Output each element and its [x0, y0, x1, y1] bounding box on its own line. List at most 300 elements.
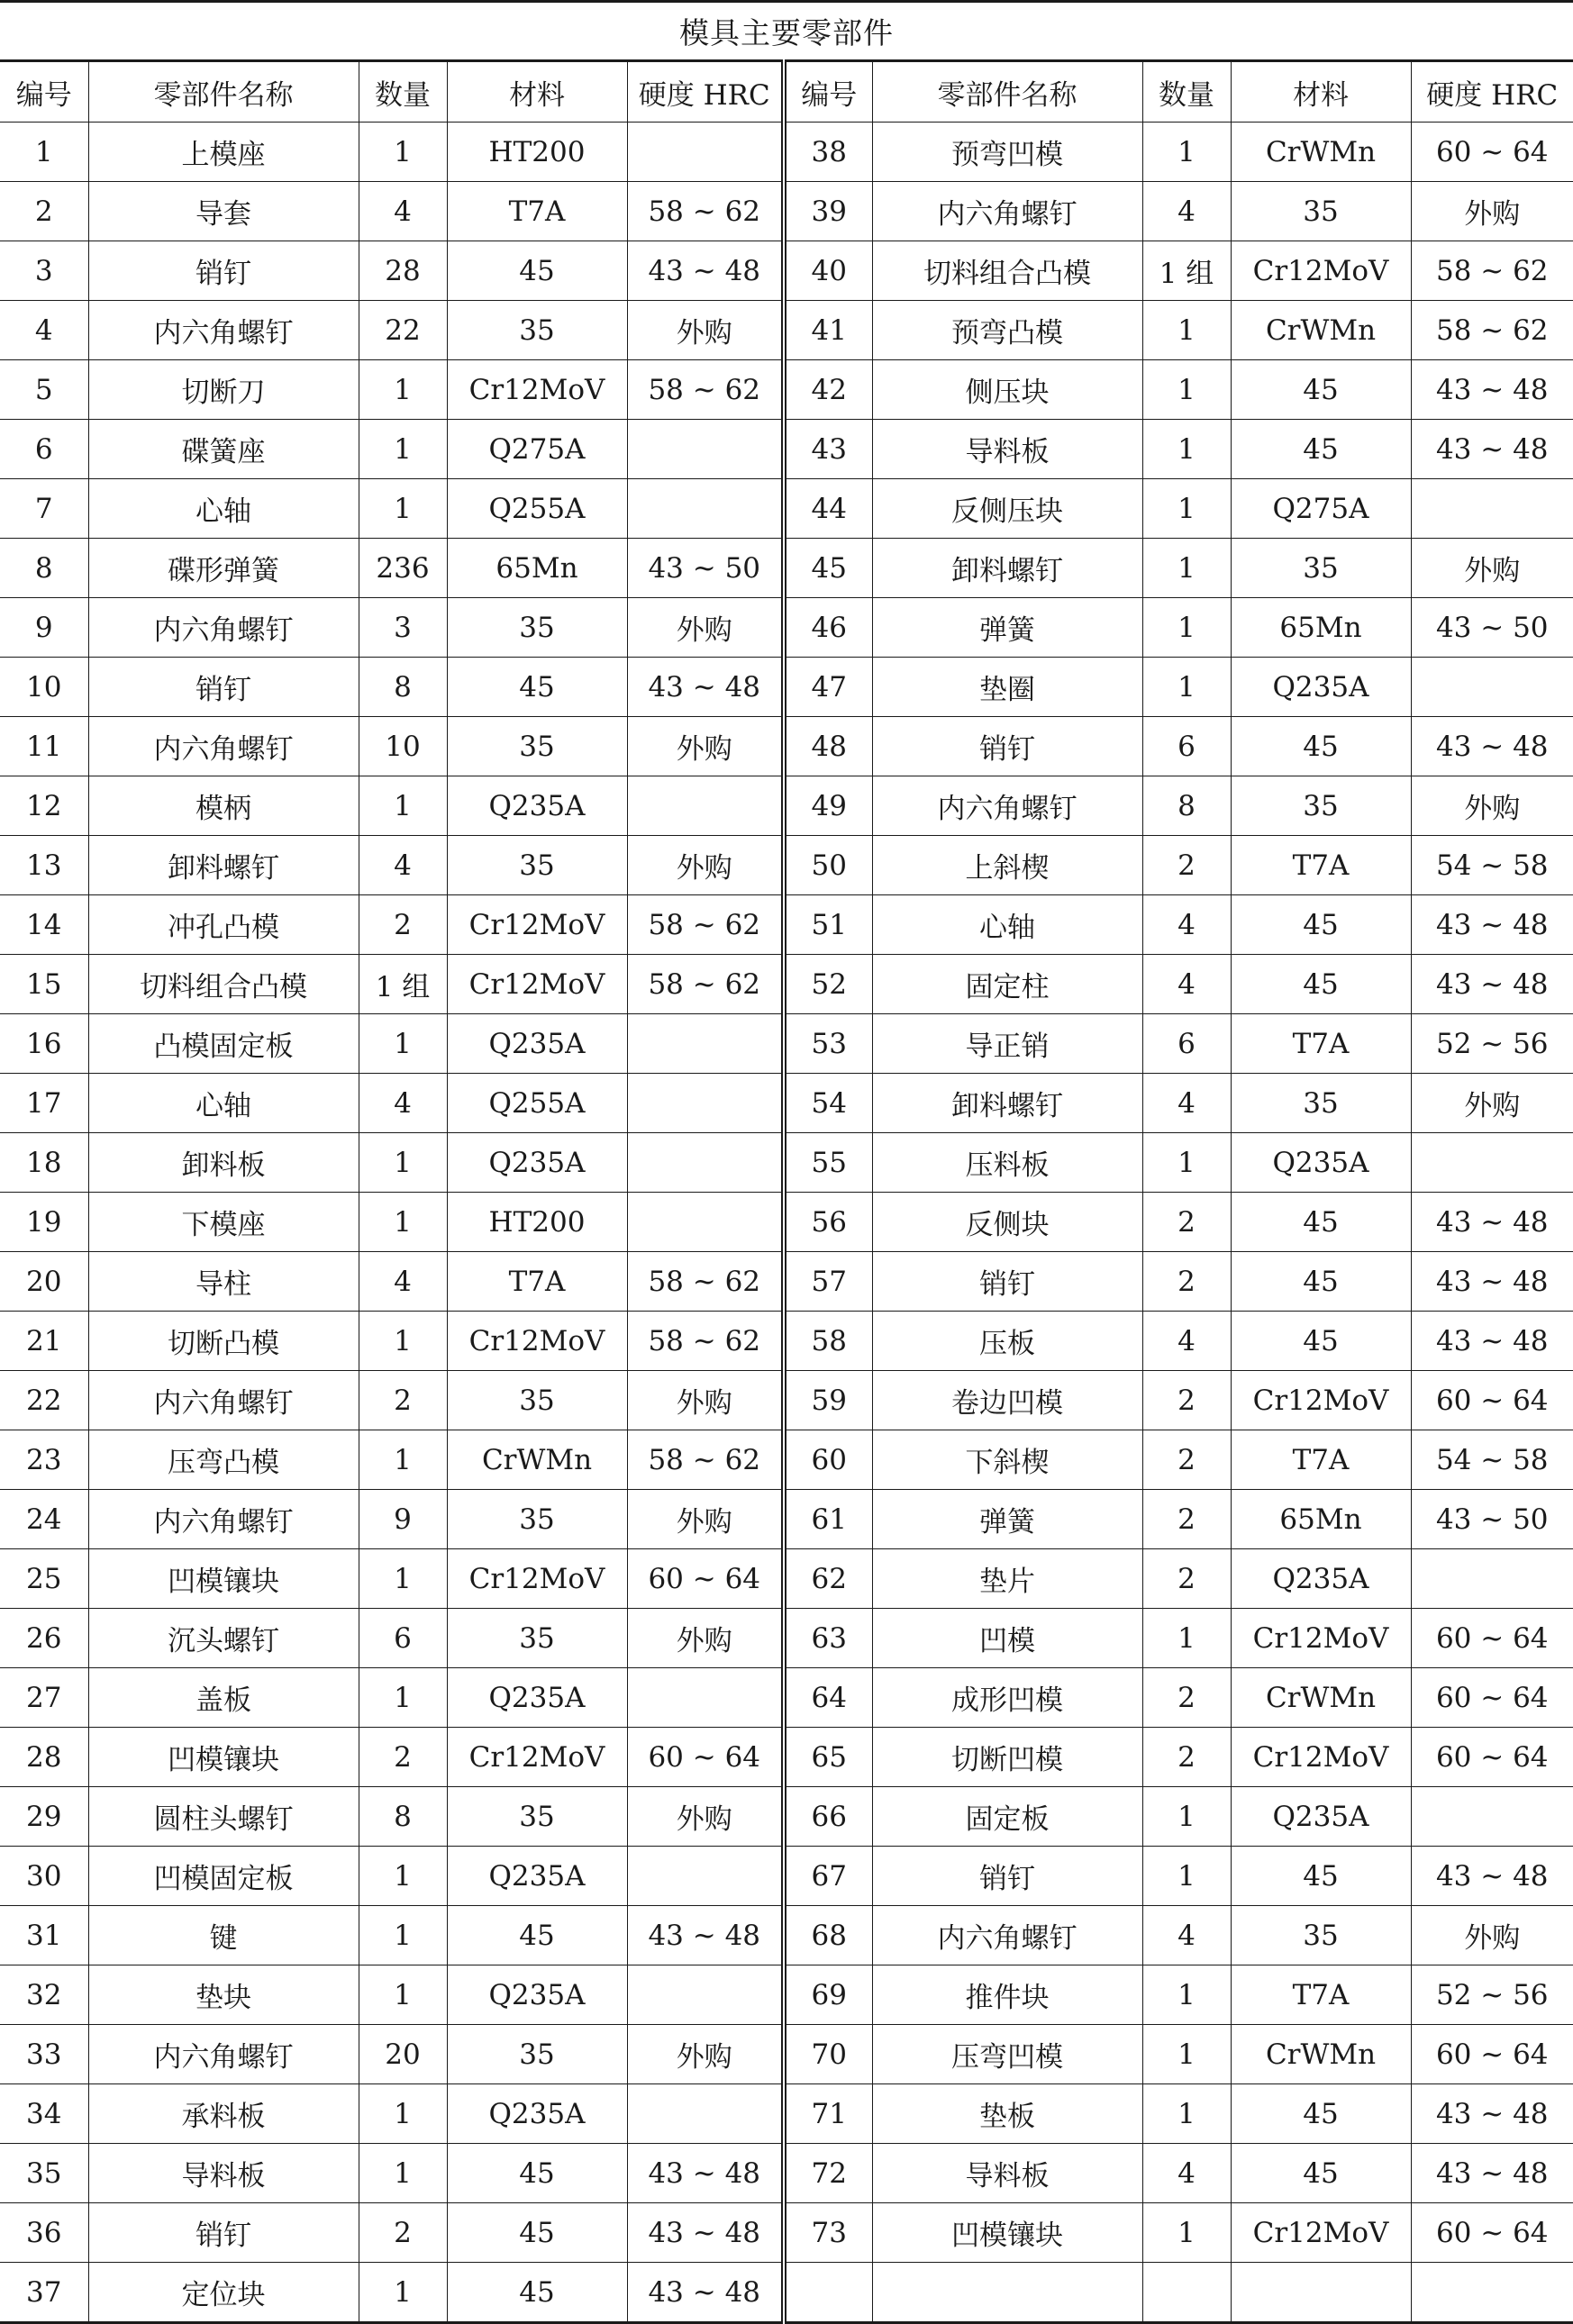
cell-material: 35 [1231, 182, 1411, 241]
cell-quantity: 8 [359, 658, 447, 717]
cell-material: 35 [447, 1490, 627, 1549]
cell-hardness: 43 ~ 48 [1411, 717, 1573, 776]
header-row [0, 61, 1573, 123]
cell-part-name: 导柱 [88, 1252, 359, 1312]
cell-part-name: 垫片 [872, 1549, 1142, 1609]
cell-number: 4 [0, 301, 88, 360]
cell-part-name: 定位块 [88, 2263, 359, 2323]
cell-quantity: 1 [1142, 360, 1231, 420]
cell-number: 25 [0, 1549, 88, 1609]
cell-hardness: 外购 [1411, 539, 1573, 598]
cell-quantity: 4 [359, 182, 447, 241]
cell-hardness: 外购 [1411, 1074, 1573, 1133]
cell-hardness [627, 1133, 784, 1193]
table-row [0, 1074, 1573, 1133]
cell-hardness: 60 ~ 64 [1411, 1728, 1573, 1787]
cell-material: 45 [1231, 895, 1411, 955]
cell-quantity: 2 [1142, 1252, 1231, 1312]
table-row [0, 2203, 1573, 2263]
cell-number: 44 [784, 479, 872, 539]
cell-number: 55 [784, 1133, 872, 1193]
cell-part-name: 导料板 [872, 2144, 1142, 2203]
cell-hardness: 58 ~ 62 [627, 1312, 784, 1371]
cell-quantity: 1 [1142, 598, 1231, 658]
table-row [0, 2025, 1573, 2084]
cell-number: 43 [784, 420, 872, 479]
cell-number: 49 [784, 776, 872, 836]
table-row [0, 420, 1573, 479]
cell-material: Cr12MoV [447, 1312, 627, 1371]
cell-quantity: 1 [359, 1133, 447, 1193]
table-row [0, 1371, 1573, 1430]
cell-hardness: 43 ~ 48 [1411, 420, 1573, 479]
cell-number: 54 [784, 1074, 872, 1133]
cell-number: 65 [784, 1728, 872, 1787]
cell-part-name: 推件块 [872, 1965, 1142, 2025]
cell-part-name: 内六角螺钉 [88, 1490, 359, 1549]
cell-part-name: 上模座 [88, 123, 359, 182]
cell-part-name: 垫板 [872, 2084, 1142, 2144]
cell-quantity: 2 [1142, 1490, 1231, 1549]
cell-part-name: 销钉 [872, 1252, 1142, 1312]
cell-quantity: 2 [1142, 1668, 1231, 1728]
cell-part-name: 导套 [88, 182, 359, 241]
cell-material: 45 [447, 2144, 627, 2203]
cell-material: Q235A [1231, 1787, 1411, 1847]
cell-part-name: 固定板 [872, 1787, 1142, 1847]
cell-number: 30 [0, 1847, 88, 1906]
cell-hardness: 43 ~ 48 [627, 241, 784, 301]
cell-hardness: 58 ~ 62 [627, 1430, 784, 1490]
cell-quantity: 1 [1142, 479, 1231, 539]
table-row [0, 658, 1573, 717]
cell-material: 45 [1231, 2144, 1411, 2203]
table-row [0, 895, 1573, 955]
cell-number: 33 [0, 2025, 88, 2084]
cell-quantity: 1 组 [1142, 241, 1231, 301]
cell-quantity: 2 [1142, 1430, 1231, 1490]
cell-number: 2 [0, 182, 88, 241]
cell-quantity: 2 [1142, 1549, 1231, 1609]
cell-part-name: 销钉 [88, 2203, 359, 2263]
cell-part-name: 承料板 [88, 2084, 359, 2144]
cell-hardness: 外购 [627, 1609, 784, 1668]
cell-part-name [872, 2263, 1142, 2323]
cell-material: 35 [447, 717, 627, 776]
cell-part-name: 切料组合凸模 [88, 955, 359, 1014]
cell-quantity: 8 [1142, 776, 1231, 836]
cell-quantity: 2 [1142, 1728, 1231, 1787]
cell-material: 45 [1231, 717, 1411, 776]
cell-material: Cr12MoV [447, 955, 627, 1014]
cell-quantity [1142, 2263, 1231, 2323]
cell-number: 19 [0, 1193, 88, 1252]
cell-hardness: 58 ~ 62 [627, 955, 784, 1014]
cell-hardness: 外购 [627, 1787, 784, 1847]
cell-material: 45 [447, 2203, 627, 2263]
cell-material: 35 [1231, 1906, 1411, 1965]
cell-part-name: 键 [88, 1906, 359, 1965]
table-row [0, 717, 1573, 776]
cell-quantity: 1 [1142, 1847, 1231, 1906]
cell-quantity: 1 [359, 2084, 447, 2144]
cell-quantity: 1 [1142, 658, 1231, 717]
cell-number: 11 [0, 717, 88, 776]
cell-part-name: 销钉 [872, 717, 1142, 776]
cell-hardness [627, 1014, 784, 1074]
cell-material: Q235A [447, 1133, 627, 1193]
cell-number: 15 [0, 955, 88, 1014]
cell-quantity: 1 [359, 1549, 447, 1609]
cell-part-name: 心轴 [872, 895, 1142, 955]
cell-part-name: 压板 [872, 1312, 1142, 1371]
cell-quantity: 1 [359, 1668, 447, 1728]
cell-material: T7A [447, 182, 627, 241]
cell-material: Q255A [447, 479, 627, 539]
cell-part-name: 垫圈 [872, 658, 1142, 717]
cell-part-name: 销钉 [872, 1847, 1142, 1906]
cell-number: 37 [0, 2263, 88, 2323]
cell-part-name: 心轴 [88, 479, 359, 539]
table-row [0, 1312, 1573, 1371]
cell-number: 66 [784, 1787, 872, 1847]
cell-hardness [1411, 479, 1573, 539]
cell-quantity: 4 [1142, 895, 1231, 955]
cell-material: 35 [447, 1371, 627, 1430]
table-row [0, 776, 1573, 836]
table-row [0, 2263, 1573, 2323]
cell-hardness [627, 776, 784, 836]
cell-hardness: 43 ~ 50 [627, 539, 784, 598]
cell-quantity: 1 组 [359, 955, 447, 1014]
cell-material: 35 [447, 1787, 627, 1847]
cell-hardness [627, 123, 784, 182]
cell-number: 26 [0, 1609, 88, 1668]
cell-material: Q235A [447, 1965, 627, 2025]
table-row [0, 1906, 1573, 1965]
cell-material: Cr12MoV [1231, 1728, 1411, 1787]
cell-quantity: 2 [359, 1371, 447, 1430]
cell-material: CrWMn [1231, 2025, 1411, 2084]
cell-hardness: 54 ~ 58 [1411, 836, 1573, 895]
cell-hardness: 43 ~ 48 [1411, 895, 1573, 955]
cell-number: 57 [784, 1252, 872, 1312]
cell-hardness: 外购 [627, 1371, 784, 1430]
cell-hardness: 43 ~ 48 [627, 2144, 784, 2203]
cell-number: 45 [784, 539, 872, 598]
cell-part-name: 下斜楔 [872, 1430, 1142, 1490]
cell-hardness: 52 ~ 56 [1411, 1014, 1573, 1074]
cell-number: 59 [784, 1371, 872, 1430]
cell-quantity: 1 [359, 479, 447, 539]
cell-hardness [627, 1668, 784, 1728]
cell-material: 45 [1231, 360, 1411, 420]
table-row [0, 301, 1573, 360]
cell-quantity: 3 [359, 598, 447, 658]
cell-hardness: 60 ~ 64 [1411, 1609, 1573, 1668]
cell-hardness [627, 479, 784, 539]
cell-part-name: 销钉 [88, 241, 359, 301]
cell-number: 18 [0, 1133, 88, 1193]
cell-hardness: 43 ~ 48 [1411, 360, 1573, 420]
cell-quantity: 1 [359, 1906, 447, 1965]
cell-part-name: 上斜楔 [872, 836, 1142, 895]
cell-hardness: 58 ~ 62 [627, 182, 784, 241]
cell-hardness: 43 ~ 48 [627, 2263, 784, 2323]
cell-material: Q235A [447, 1668, 627, 1728]
cell-number: 35 [0, 2144, 88, 2203]
cell-part-name: 侧压块 [872, 360, 1142, 420]
cell-quantity: 1 [359, 1014, 447, 1074]
cell-part-name: 内六角螺钉 [872, 776, 1142, 836]
cell-quantity: 1 [1142, 1133, 1231, 1193]
cell-quantity: 4 [1142, 182, 1231, 241]
cell-material: T7A [1231, 1430, 1411, 1490]
cell-number: 6 [0, 420, 88, 479]
cell-hardness [627, 420, 784, 479]
cell-material: T7A [1231, 836, 1411, 895]
cell-hardness: 外购 [1411, 1906, 1573, 1965]
cell-quantity: 22 [359, 301, 447, 360]
cell-quantity: 1 [1142, 2025, 1231, 2084]
header-cell-material: 材料 [447, 61, 627, 123]
table-row [0, 2144, 1573, 2203]
cell-number: 46 [784, 598, 872, 658]
cell-part-name: 卷边凹模 [872, 1371, 1142, 1430]
cell-part-name: 冲孔凸模 [88, 895, 359, 955]
cell-material: 45 [1231, 1847, 1411, 1906]
cell-quantity: 1 [1142, 1609, 1231, 1668]
cell-quantity: 1 [1142, 1965, 1231, 2025]
cell-hardness: 60 ~ 64 [1411, 1668, 1573, 1728]
cell-hardness [1411, 658, 1573, 717]
cell-number: 51 [784, 895, 872, 955]
cell-quantity: 2 [1142, 836, 1231, 895]
header-cell-hardness: 硬度 HRC [1411, 61, 1573, 123]
cell-quantity: 6 [1142, 717, 1231, 776]
cell-part-name: 内六角螺钉 [88, 2025, 359, 2084]
cell-hardness: 43 ~ 50 [1411, 598, 1573, 658]
cell-material: 65Mn [1231, 598, 1411, 658]
cell-hardness [1411, 1549, 1573, 1609]
header-cell-quantity: 数量 [359, 61, 447, 123]
cell-quantity: 1 [359, 123, 447, 182]
table-row [0, 1014, 1573, 1074]
cell-material: 45 [1231, 1312, 1411, 1371]
cell-material: Cr12MoV [1231, 1371, 1411, 1430]
cell-material: 45 [447, 658, 627, 717]
cell-part-name: 弹簧 [872, 598, 1142, 658]
cell-material: Q235A [1231, 1549, 1411, 1609]
cell-number: 9 [0, 598, 88, 658]
cell-number: 5 [0, 360, 88, 420]
cell-number: 60 [784, 1430, 872, 1490]
table-row [0, 1490, 1573, 1549]
table-row [0, 1193, 1573, 1252]
cell-material: Q235A [447, 1847, 627, 1906]
cell-number: 40 [784, 241, 872, 301]
cell-number: 67 [784, 1847, 872, 1906]
cell-number: 69 [784, 1965, 872, 2025]
cell-quantity: 1 [359, 1430, 447, 1490]
cell-number: 70 [784, 2025, 872, 2084]
cell-hardness: 43 ~ 48 [1411, 2084, 1573, 2144]
cell-part-name: 凹模镶块 [88, 1728, 359, 1787]
cell-number: 41 [784, 301, 872, 360]
cell-hardness: 58 ~ 62 [627, 360, 784, 420]
cell-part-name: 卸料螺钉 [872, 1074, 1142, 1133]
cell-material: 45 [1231, 1193, 1411, 1252]
table-body [0, 123, 1573, 2323]
cell-number: 27 [0, 1668, 88, 1728]
cell-hardness: 43 ~ 48 [627, 2203, 784, 2263]
cell-quantity: 28 [359, 241, 447, 301]
cell-part-name: 成形凹模 [872, 1668, 1142, 1728]
cell-quantity: 2 [359, 1728, 447, 1787]
cell-material: 45 [447, 1906, 627, 1965]
cell-number: 7 [0, 479, 88, 539]
table-row [0, 1728, 1573, 1787]
cell-number: 16 [0, 1014, 88, 1074]
header-cell-hardness: 硬度 HRC [627, 61, 784, 123]
table-row [0, 1549, 1573, 1609]
cell-material: 35 [447, 836, 627, 895]
cell-material: Cr12MoV [447, 1728, 627, 1787]
cell-number: 50 [784, 836, 872, 895]
cell-quantity: 1 [359, 1847, 447, 1906]
cell-number: 23 [0, 1430, 88, 1490]
header-cell-number: 编号 [784, 61, 872, 123]
cell-hardness: 43 ~ 48 [1411, 2144, 1573, 2203]
table-row [0, 1787, 1573, 1847]
cell-material: 45 [447, 2263, 627, 2323]
cell-part-name: 切断凸模 [88, 1312, 359, 1371]
cell-material: CrWMn [447, 1430, 627, 1490]
cell-part-name: 心轴 [88, 1074, 359, 1133]
cell-quantity: 1 [1142, 2203, 1231, 2263]
table-row [0, 360, 1573, 420]
cell-quantity: 1 [1142, 1787, 1231, 1847]
cell-number: 12 [0, 776, 88, 836]
cell-quantity: 1 [359, 776, 447, 836]
cell-quantity: 9 [359, 1490, 447, 1549]
cell-hardness: 43 ~ 48 [1411, 1193, 1573, 1252]
cell-part-name: 销钉 [88, 658, 359, 717]
cell-quantity: 4 [1142, 1906, 1231, 1965]
cell-material: 45 [1231, 420, 1411, 479]
cell-material: 45 [1231, 955, 1411, 1014]
cell-material: Cr12MoV [1231, 241, 1411, 301]
cell-hardness: 58 ~ 62 [627, 895, 784, 955]
parts-table [0, 59, 1573, 2324]
cell-hardness: 43 ~ 48 [1411, 1252, 1573, 1312]
cell-part-name: 凹模 [872, 1609, 1142, 1668]
cell-number: 1 [0, 123, 88, 182]
table-row [0, 241, 1573, 301]
cell-material: Cr12MoV [1231, 2203, 1411, 2263]
cell-number: 3 [0, 241, 88, 301]
cell-material: Cr12MoV [447, 360, 627, 420]
cell-number: 36 [0, 2203, 88, 2263]
cell-number: 32 [0, 1965, 88, 2025]
cell-material: 35 [1231, 1074, 1411, 1133]
header-cell-material: 材料 [1231, 61, 1411, 123]
cell-material: Q235A [1231, 1133, 1411, 1193]
cell-material: T7A [1231, 1014, 1411, 1074]
cell-number: 38 [784, 123, 872, 182]
cell-part-name: 压料板 [872, 1133, 1142, 1193]
cell-hardness [1411, 1133, 1573, 1193]
cell-part-name: 内六角螺钉 [88, 1371, 359, 1430]
cell-number: 58 [784, 1312, 872, 1371]
table-row [0, 598, 1573, 658]
cell-quantity: 1 [1142, 420, 1231, 479]
cell-part-name: 凹模固定板 [88, 1847, 359, 1906]
cell-number: 53 [784, 1014, 872, 1074]
cell-hardness: 外购 [627, 836, 784, 895]
cell-material: CrWMn [1231, 1668, 1411, 1728]
header-cell-number: 编号 [0, 61, 88, 123]
cell-quantity: 2 [359, 2203, 447, 2263]
table-header [0, 61, 1573, 123]
table-row [0, 2084, 1573, 2144]
table-row [0, 1252, 1573, 1312]
cell-part-name: 凸模固定板 [88, 1014, 359, 1074]
cell-part-name: 内六角螺钉 [88, 717, 359, 776]
cell-hardness: 43 ~ 48 [1411, 955, 1573, 1014]
cell-quantity: 1 [1142, 301, 1231, 360]
cell-material: Q235A [1231, 658, 1411, 717]
cell-part-name: 垫块 [88, 1965, 359, 2025]
cell-quantity: 1 [359, 1193, 447, 1252]
cell-part-name: 凹模镶块 [88, 1549, 359, 1609]
cell-number: 34 [0, 2084, 88, 2144]
cell-hardness: 60 ~ 64 [1411, 123, 1573, 182]
cell-material: Cr12MoV [447, 895, 627, 955]
cell-number: 56 [784, 1193, 872, 1252]
table-row [0, 182, 1573, 241]
cell-hardness: 60 ~ 64 [1411, 2025, 1573, 2084]
cell-material: T7A [447, 1252, 627, 1312]
cell-hardness [1411, 1787, 1573, 1847]
cell-part-name: 内六角螺钉 [872, 1906, 1142, 1965]
cell-material: 35 [447, 1609, 627, 1668]
cell-part-name: 内六角螺钉 [88, 301, 359, 360]
cell-number: 62 [784, 1549, 872, 1609]
cell-material: 45 [1231, 2084, 1411, 2144]
cell-hardness: 60 ~ 64 [1411, 2203, 1573, 2263]
cell-hardness: 43 ~ 50 [1411, 1490, 1573, 1549]
cell-number: 21 [0, 1312, 88, 1371]
cell-part-name: 预弯凹模 [872, 123, 1142, 182]
cell-quantity: 1 [1142, 2084, 1231, 2144]
table-row [0, 479, 1573, 539]
cell-hardness: 58 ~ 62 [1411, 241, 1573, 301]
table-caption: 模具主要零部件 [0, 0, 1573, 59]
cell-part-name: 切料组合凸模 [872, 241, 1142, 301]
cell-number: 42 [784, 360, 872, 420]
cell-part-name: 盖板 [88, 1668, 359, 1728]
cell-material: Q235A [447, 1014, 627, 1074]
cell-number: 31 [0, 1906, 88, 1965]
cell-hardness: 60 ~ 64 [627, 1549, 784, 1609]
cell-part-name: 压弯凸模 [88, 1430, 359, 1490]
table-row [0, 1133, 1573, 1193]
cell-material: Q275A [1231, 479, 1411, 539]
cell-material: 35 [447, 598, 627, 658]
cell-quantity: 1 [359, 1965, 447, 2025]
table-row [0, 1668, 1573, 1728]
